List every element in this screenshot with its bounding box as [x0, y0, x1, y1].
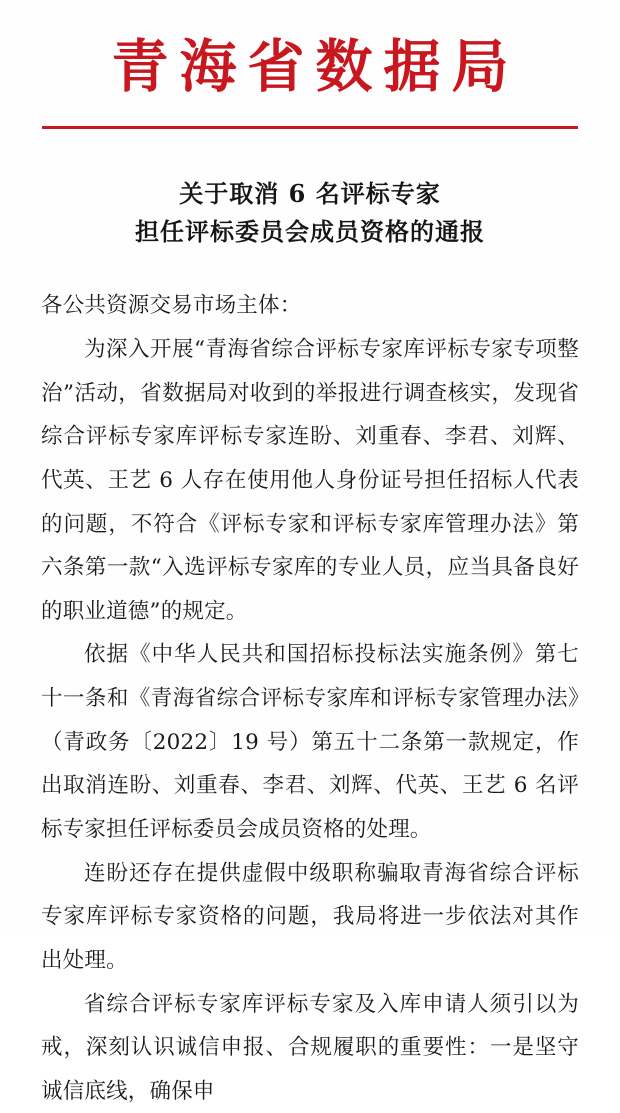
body-paragraph-1: 为深入开展“青海省综合评标专家库评标专家专项整治”活动，省数据局对收到的举报进行调查核实，发现省综合评标专家库评标专家连盼、刘重春、李君、刘辉、代英、王艺 6 人存在使用他人身份证号担任招标人代表的问题，不符合《评标专家和评标专家库管理办法》第六条第一款“入选评标专家库的专业人员，应当具备良好的职业道德”的规定。 [41, 336, 579, 624]
document-title-line-1: 关于取消 6 名评标专家 [179, 178, 441, 208]
salutation: 各公共资源交易市场主体： [41, 293, 302, 319]
document-body [41, 284, 579, 1113]
document-title-line-2: 担任评标委员会成员资格的通报 [135, 217, 485, 247]
masthead-divider [42, 126, 578, 129]
document-title [0, 175, 620, 253]
body-paragraph-4: 省综合评标专家库评标专家及入库申请人须引以为戒，深刻认识诚信申报、合规履职的重要性：一是坚守诚信底线，确保申 [41, 991, 579, 1104]
masthead [0, 0, 620, 129]
body-paragraph-3: 连盼还存在提供虚假中级职称骗取青海省综合评标专家库评标专家资格的问题，我局将进一步依法对其作出处理。 [41, 860, 579, 973]
issuing-organization: 青海省数据局 [111, 33, 520, 100]
body-paragraph-2: 依据《中华人民共和国招标投标法实施条例》第七十一条和《青海省综合评标专家库和评标专家管理办法》（青政务〔2022〕19 号）第五十二条第一款规定，作出取消连盼、刘重春、李君、刘辉、代英、王艺 6 名评标专家担任评标委员会成员资格的处理。 [41, 642, 579, 842]
